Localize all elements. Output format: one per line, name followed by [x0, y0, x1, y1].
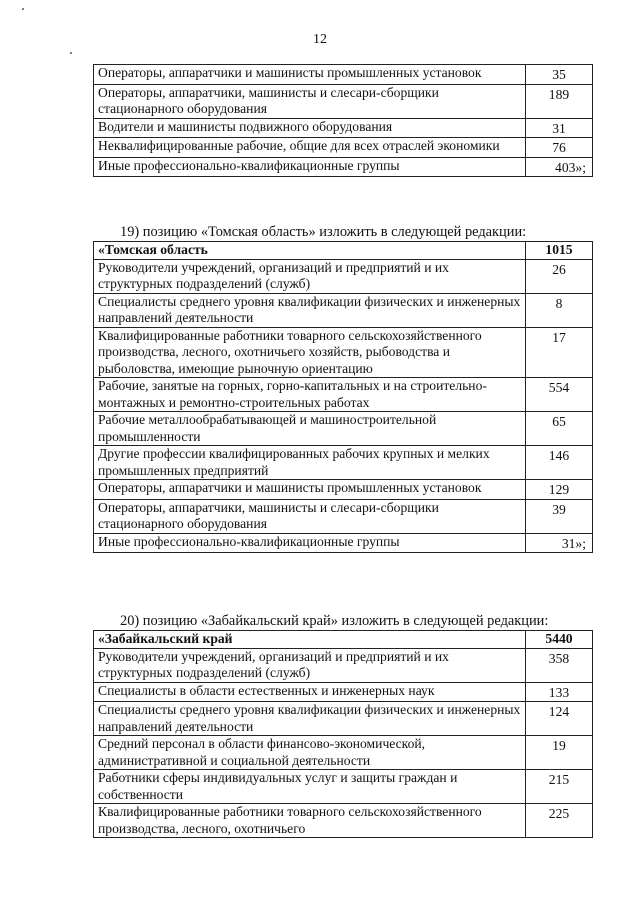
table-row — [94, 293, 593, 327]
table-row — [94, 65, 593, 85]
table-header-row — [94, 631, 593, 649]
row-label: Руководители учреждений, организаций и предприятий и их структурных подразделений (служб) — [94, 259, 526, 293]
row-value: 146 — [526, 446, 593, 480]
row-label: Средний персонал в области финансово-экономической, административной и социальной деятельности — [94, 736, 526, 770]
table-row — [94, 533, 593, 553]
table-row — [94, 84, 593, 118]
row-label: Работники сферы индивидуальных услуг и защиты граждан и собственности — [94, 770, 526, 804]
row-label: Руководители учреждений, организаций и предприятий и их структурных подразделений (служб) — [94, 648, 526, 682]
row-value: 31»; — [526, 533, 593, 553]
row-value: 17 — [526, 327, 593, 378]
table-row — [94, 327, 593, 378]
region-title: «Забайкальский край — [94, 631, 526, 649]
row-value: 225 — [526, 804, 593, 838]
row-value: 554 — [526, 378, 593, 412]
row-value: 19 — [526, 736, 593, 770]
row-label: Квалифицированные работники товарного сельскохозяйственного производства, лесного, охотничьего хозяйств, рыбоводства и рыболовства, имеющие рыночную ориентацию — [94, 327, 526, 378]
row-value: 129 — [526, 480, 593, 500]
row-label: Специалисты среднего уровня квалификации физических и инженерных направлений деятельности — [94, 702, 526, 736]
section-20-intro: 20) позицию «Забайкальский край» изложить в следующей редакции: — [120, 613, 549, 629]
table-row — [94, 499, 593, 533]
table-row — [94, 157, 593, 177]
table-row — [94, 480, 593, 500]
table-row — [94, 446, 593, 480]
table-row — [94, 412, 593, 446]
row-value: 39 — [526, 499, 593, 533]
row-label: Операторы, аппаратчики, машинисты и слесари-сборщики стационарного оборудования — [94, 84, 526, 118]
row-label: Квалифицированные работники товарного сельскохозяйственного производства, лесного, охотничьего — [94, 804, 526, 838]
table-row — [94, 682, 593, 702]
row-label: Другие профессии квалифицированных рабочих крупных и мелких промышленных предприятий — [94, 446, 526, 480]
row-value: 215 — [526, 770, 593, 804]
table-row — [94, 804, 593, 838]
row-value: 65 — [526, 412, 593, 446]
scan-speck — [22, 8, 24, 10]
region-total: 1015 — [526, 242, 593, 260]
row-value: 133 — [526, 682, 593, 702]
table-row — [94, 736, 593, 770]
row-label: Неквалифицированные рабочие, общие для всех отраслей экономики — [94, 138, 526, 158]
row-label: Иные профессионально-квалификационные группы — [94, 157, 526, 177]
row-value: 31 — [526, 118, 593, 138]
region-total: 5440 — [526, 631, 593, 649]
row-label: Иные профессионально-квалификационные группы — [94, 533, 526, 553]
region-title: «Томская область — [94, 242, 526, 260]
table-row — [94, 770, 593, 804]
table-tomsk — [93, 241, 593, 553]
row-label: Операторы, аппаратчики, машинисты и слесари-сборщики стационарного оборудования — [94, 499, 526, 533]
scan-speck — [70, 52, 72, 54]
row-label: Операторы, аппаратчики и машинисты промышленных установок — [94, 65, 526, 85]
row-label: Рабочие металлообрабатывающей и машиностроительной промышленности — [94, 412, 526, 446]
row-label: Специалисты среднего уровня квалификации физических и инженерных направлений деятельности — [94, 293, 526, 327]
row-value: 26 — [526, 259, 593, 293]
row-label: Операторы, аппаратчики и машинисты промышленных установок — [94, 480, 526, 500]
section-19-intro: 19) позицию «Томская область» изложить в следующей редакции: — [120, 224, 527, 240]
row-value: 76 — [526, 138, 593, 158]
table-zabaikalsky — [93, 630, 593, 838]
table-continued — [93, 64, 593, 177]
row-value: 189 — [526, 84, 593, 118]
row-label: Специалисты в области естественных и инженерных наук — [94, 682, 526, 702]
table-row — [94, 259, 593, 293]
table-row — [94, 648, 593, 682]
row-value: 124 — [526, 702, 593, 736]
table-header-row — [94, 242, 593, 260]
page-number: 12 — [313, 32, 327, 47]
row-label: Водители и машинисты подвижного оборудования — [94, 118, 526, 138]
table-row — [94, 378, 593, 412]
table-row — [94, 138, 593, 158]
row-label: Рабочие, занятые на горных, горно-капитальных и на строительно-монтажных и ремонтно-строительных работах — [94, 378, 526, 412]
table-row — [94, 118, 593, 138]
row-value: 403»; — [526, 157, 593, 177]
row-value: 35 — [526, 65, 593, 85]
row-value: 358 — [526, 648, 593, 682]
row-value: 8 — [526, 293, 593, 327]
table-row — [94, 702, 593, 736]
